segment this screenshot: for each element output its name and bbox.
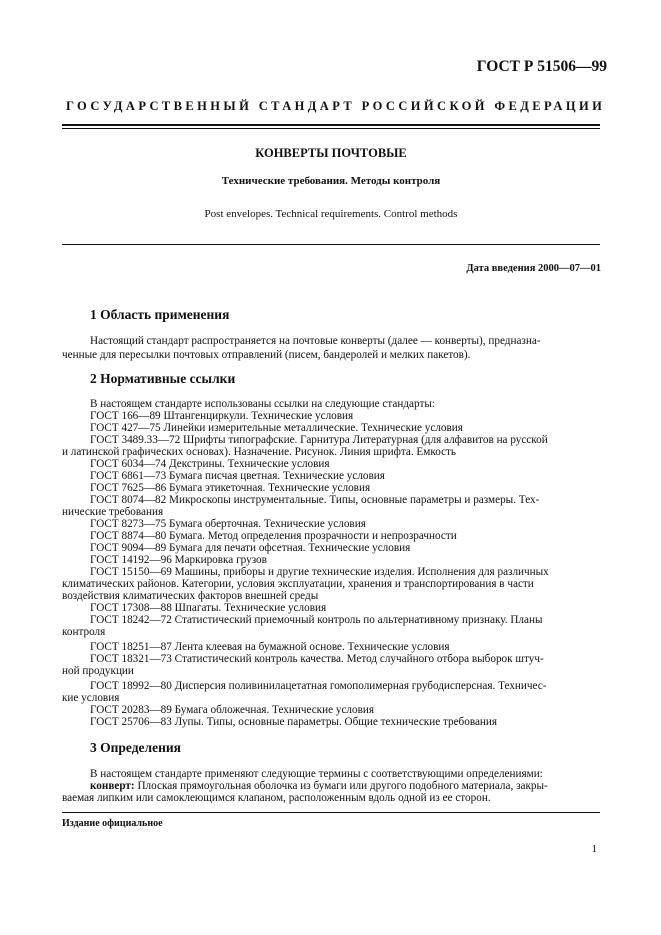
reference-line: ГОСТ 7625—86 Бумага этикеточная. Технические условия [90, 482, 371, 494]
header-rule-thin [62, 128, 600, 129]
reference-line: ГОСТ 8273—75 Бумага оберточная. Технические условия [90, 518, 366, 530]
header-rule-thick [62, 124, 600, 126]
document-title-english: Post envelopes. Technical requirements. Control methods [204, 208, 458, 220]
reference-line: ГОСТ 25706—83 Лупы. Типы, основные параметры. Общие технические требования [90, 716, 498, 728]
footer-rule [62, 812, 600, 813]
reference-line: и латинской графических основах). Назначение. Рисунок. Линия шрифта. Емкость [62, 446, 457, 458]
reference-line: ГОСТ 14192—96 Маркировка грузов [90, 554, 267, 566]
document-number: ГОСТ Р 51506—99 [476, 58, 607, 75]
document-subtitle: Технические требования. Методы контроля [221, 175, 441, 187]
reference-line: ГОСТ 17308—88 Шпагаты. Технические условия [90, 602, 327, 614]
reference-line: ГОСТ 18242—72 Статистический приемочный контроль по альтернативному признаку. Планы [90, 614, 543, 626]
reference-line: ГОСТ 20283—89 Бумага обложечная. Технические условия [90, 704, 375, 716]
official-edition-label: Издание официальное [62, 818, 163, 829]
section-1-heading: 1 Область применения [90, 307, 230, 322]
reference-line: ГОСТ 6034—74 Декстрины. Технические условия [90, 458, 330, 470]
reference-line: ГОСТ 8074—82 Микроскопы инструментальные. Типы, основные параметры и размеры. Тех- [90, 494, 540, 506]
title-rule [62, 244, 600, 245]
reference-line: кие условия [62, 692, 120, 704]
reference-line: ГОСТ 18321—73 Статистический контроль качества. Метод случайного отбора выборок штуч- [90, 653, 544, 665]
reference-line: ГОСТ 427—75 Линейки измерительные металлические. Технические условия [90, 422, 463, 434]
definition-line: ваемая липким или самоклеющимся клапаном, расположенным вдоль одной из ее сторон. [62, 792, 491, 804]
reference-line: ГОСТ 8874—80 Бумага. Метод определения прозрачности и непрозрачности [90, 530, 457, 542]
reference-line: В настоящем стандарте использованы ссылки на следующие стандарты: [90, 398, 435, 410]
section-3-intro: В настоящем стандарте применяют следующие термины с соответствующими определениями: [90, 768, 543, 780]
reference-line: ГОСТ 6861—73 Бумага писчая цветная. Технические условия [90, 470, 385, 482]
reference-line: ной продукции [62, 665, 134, 677]
definition-text: Плоская прямоугольная оболочка из бумаги или другого подобного материала, закры- [134, 780, 548, 792]
reference-line: ГОСТ 18251—87 Лента клеевая на бумажной основе. Технические условия [90, 641, 450, 653]
section-3-heading: 3 Определения [90, 740, 181, 755]
reference-line: климатических районов. Категории, условия эксплуатации, хранения и транспортирования в части [62, 578, 534, 590]
state-standard-header: ГОСУДАРСТВЕННЫЙ СТАНДАРТ РОССИЙСКОЙ ФЕДЕРАЦИИ [66, 99, 606, 113]
reference-line: ГОСТ 3489.33—72 Шрифты типографские. Гарнитура Литературная (для алфавитов на русской [90, 434, 548, 446]
reference-line: нические требования [62, 506, 164, 518]
reference-line: ГОСТ 166—89 Штангенциркули. Технические условия [90, 410, 354, 422]
section-2-heading: 2 Нормативные ссылки [90, 371, 236, 386]
reference-line: ГОСТ 9094—89 Бумага для печати офсетная. Технические условия [90, 542, 411, 554]
section-1-line: Настоящий стандарт распространяется на почтовые конверты (далее — конверты), предназна- [90, 335, 541, 347]
document-title: КОНВЕРТЫ ПОЧТОВЫЕ [255, 146, 407, 160]
introduction-date: Дата введения 2000—07—01 [466, 263, 601, 274]
reference-line: ГОСТ 15150—69 Машины, приборы и другие технические изделия. Исполнения для различных [90, 566, 549, 578]
definition-term: конверт: [90, 780, 135, 792]
reference-line: контроля [62, 626, 106, 638]
reference-line: ГОСТ 18992—80 Дисперсия поливинилацетатная гомополимерная грубодисперсная. Техничес- [90, 680, 547, 692]
section-1-line: ченные для пересылки почтовых отправлений (писем, бандеролей и мелких пакетов). [62, 349, 471, 361]
reference-line: воздействия климатических факторов внешней среды [62, 590, 319, 602]
page-number: 1 [591, 843, 597, 855]
